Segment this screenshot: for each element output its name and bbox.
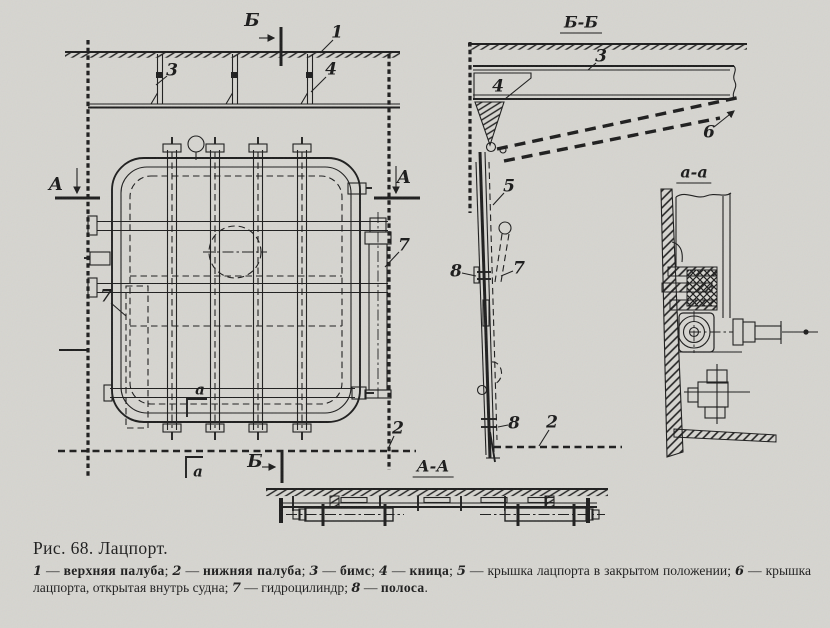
callout-3-bb: 3 bbox=[595, 46, 607, 67]
section-title-AA: А-А bbox=[413, 459, 454, 478]
hydraulic-cylinder-right bbox=[365, 212, 391, 398]
bb-cover-closed bbox=[476, 152, 504, 458]
legend-item-number: 1 bbox=[33, 564, 43, 579]
legend-text: 1 — верхняя палуба; 2 — нижняя палуба; 3 — бимс; 4 — кница; 5 — крышка лацпорта в закрытом положении; 6 — крышка лацпорта, открытая внутрь судна; 7 — гидроцилиндр; 8 — полоса. bbox=[33, 563, 812, 596]
section-title-aa-small: а-а bbox=[676, 165, 711, 184]
marker-a-left: А bbox=[48, 174, 64, 195]
bb-strip-top bbox=[462, 267, 491, 283]
callout-6: 6 bbox=[703, 122, 715, 143]
bb-cover-open bbox=[497, 97, 741, 161]
legend-item-term: бимс bbox=[339, 563, 372, 578]
legend-item-term: полоса bbox=[380, 579, 425, 595]
legend-item-number: 7 bbox=[231, 580, 241, 596]
port-cover-front bbox=[112, 158, 360, 422]
section-AA bbox=[266, 489, 608, 526]
aa-bottom-strip bbox=[674, 429, 776, 442]
legend-item-number: 2 bbox=[172, 564, 182, 579]
legend-item-number: 5 bbox=[456, 564, 466, 579]
aa-seal bbox=[662, 267, 717, 310]
callout-4-main: 4 bbox=[325, 59, 337, 80]
legend-item-number: 6 bbox=[734, 564, 745, 579]
top-fitting-circle bbox=[188, 136, 204, 152]
bb-cylinder bbox=[495, 222, 513, 282]
marker-a-small-bottom: а bbox=[193, 462, 203, 481]
legend-item-number: 3 bbox=[309, 564, 319, 579]
bb-bracket bbox=[474, 73, 531, 145]
legend-item-term: нижняя палуба bbox=[203, 563, 302, 578]
figure-caption: Рис. 68. Лацпорт. bbox=[33, 538, 169, 558]
detail-aa bbox=[661, 189, 820, 457]
callout-8-top: 8 bbox=[450, 261, 462, 282]
legend-item-term: гидроцилиндр bbox=[261, 579, 345, 595]
marker-b-top: Б bbox=[244, 10, 260, 31]
main-front-view bbox=[55, 22, 420, 483]
callout-1: 1 bbox=[331, 22, 343, 43]
hinge-pin bbox=[487, 143, 496, 152]
deck-beams bbox=[151, 54, 313, 104]
legend-item-term: верхняя палуба bbox=[63, 563, 165, 578]
callout-3-main: 3 bbox=[166, 60, 178, 81]
callout-2-bb: 2 bbox=[546, 412, 558, 433]
door-rails bbox=[88, 216, 388, 401]
marker-b-bottom: Б bbox=[247, 451, 263, 472]
legend-item-number: 4 bbox=[378, 564, 388, 579]
legend-item-number: 8 bbox=[351, 580, 361, 596]
section-bb bbox=[462, 42, 747, 462]
callout-5: 5 bbox=[503, 176, 515, 197]
callout-7-right: 7 bbox=[398, 235, 410, 256]
callout-4-bb: 4 bbox=[492, 76, 504, 97]
callout-8-bottom: 8 bbox=[508, 413, 520, 434]
callout-2-main: 2 bbox=[392, 418, 404, 439]
aa-lower-bracket bbox=[684, 364, 750, 424]
aa-clamp-bolt bbox=[678, 311, 820, 353]
leaders-main bbox=[111, 40, 399, 449]
marker-a-right: А bbox=[396, 167, 412, 188]
legend-item-term: кница bbox=[409, 563, 450, 578]
door-stiffeners bbox=[163, 137, 311, 440]
callout-7-bb: 7 bbox=[513, 258, 525, 279]
legend-item-term: крышка лацпорта в закрытом положении bbox=[487, 563, 728, 578]
edge-bolts bbox=[84, 183, 372, 265]
marker-a-small-mid: а bbox=[195, 380, 205, 399]
section-title-bb: Б-Б bbox=[560, 15, 602, 34]
legend-item-term: крышка лацпорта, открытая внутрь судна bbox=[33, 563, 812, 595]
callout-7-left: 7 bbox=[100, 286, 112, 307]
